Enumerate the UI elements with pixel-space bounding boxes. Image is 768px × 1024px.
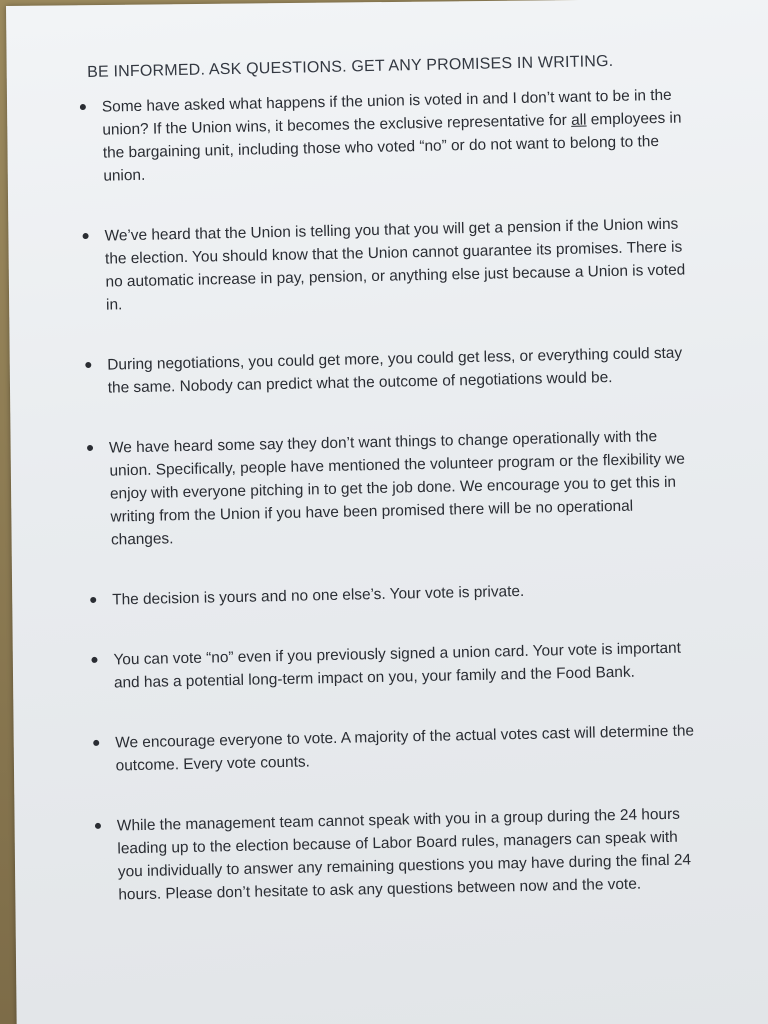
item-text: We’ve heard that the Union is telling you that you will get a pension if the Union wins the election. You should know that the Union cannot guarantee its promises. There is no automatic increase in pay, pension, or anything else just because a Union is voted in. [104,215,686,314]
list-item [91,341,692,400]
item-text-start: Some have asked what happens if the union is voted in and I don’t want to be in the union? If the Union wins, it becomes the exclusive representative for [101,86,672,139]
bullet-icon [91,657,97,663]
item-text: We encourage everyone to vote. A majority of the actual votes cast will determine the outcome. Every vote counts. [115,722,695,775]
bullet-icon [95,823,101,829]
item-text-end: employees in the bargaining unit, including those who voted “no” or do not want to belong to the union. [102,109,682,185]
item-text: We have heard some say they don’t want things to change operationally with the union. Specifically, people have mentioned the volunteer program or the flexibility we enjoy with everyone pitching in to get the job done. We encourage you to get this in writing from the Union if you have been promised there will be no operational changes. [108,428,686,549]
list-item [96,576,696,612]
bullet-icon [85,362,91,368]
document-heading: BE INFORMED. ASK QUESTIONS. GET ANY PROMISES IN WRITING. [86,52,614,81]
list-item [99,719,700,778]
list-item [101,802,703,907]
bullet-icon [93,740,99,746]
bullet-icon [83,233,89,239]
list-item [86,83,688,188]
bullet-icon [87,445,93,451]
item-text-emphasis: all [570,111,587,129]
bullet-list [86,83,703,906]
item-text: The decision is yours and no one else’s. Your vote is private. [112,582,525,609]
bullet-icon [90,597,96,603]
list-item [88,212,690,317]
bullet-icon [80,104,86,110]
item-text: You can vote “no” even if you previously signed a union card. Your vote is important and has a potential long-term impact on you, your family and the Food Bank. [113,639,682,692]
list-item [97,636,698,695]
document-content [85,51,703,906]
item-text: While the management team cannot speak with you in a group during the 24 hours leading up to the election because of Labor Board rules, managers can speak with you individually to answer any remaining questions you may have during the final 24 hours. Please don’t hesitate to ask any questions between now and the vote. [116,805,692,904]
list-item [93,424,695,552]
item-text: During negotiations, you could get more, you could get less, or everything could stay the same. Nobody can predict what the outcome of negotiations would be. [107,344,683,397]
